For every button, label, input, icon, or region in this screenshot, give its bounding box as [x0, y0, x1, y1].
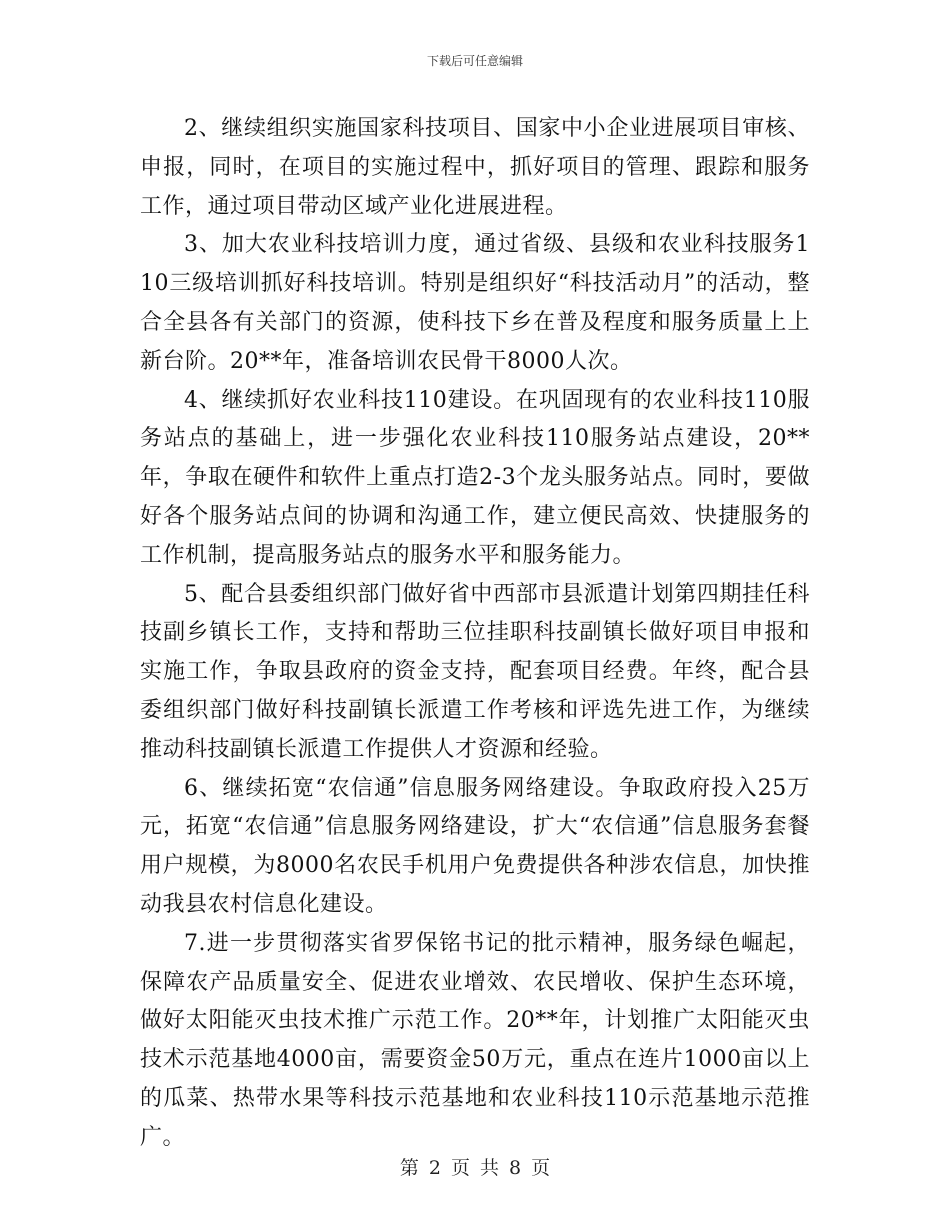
- footer-word-gong: 共: [480, 1157, 500, 1179]
- total-page-count: 8: [509, 1157, 522, 1179]
- footer-word-di: 第: [399, 1157, 419, 1179]
- footer-word-ye-end: 页: [531, 1157, 551, 1179]
- paragraph-item-3: 3、加大农业科技培训力度，通过省级、县级和农业科技服务110三级培训抓好科技培训。特别是组织好“科技活动月”的活动，整合全县各有关部门的资源，使科技下乡在普及程度和服务质量上上新台阶。20**年，准备培训农民骨干8000人次。: [140, 232, 810, 374]
- paragraph-item-2: 2、继续组织实施国家科技项目、国家中小企业进展项目审核、申报，同时，在项目的实施过程中，抓好项目的管理、跟踪和服务工作，通过项目带动区域产业化进展进程。: [140, 116, 810, 219]
- page-header-note: 下载后可任意编辑: [426, 54, 523, 68]
- paragraph-item-4: 4、继续抓好农业科技110建设。在巩固现有的农业科技110服务站点的基础上，进一步强化农业科技110服务站点建设，20**年，争取在硬件和软件上重点打造2-3个龙头服务站点。同时，要做好各个服务站点间的协调和沟通工作，建立便民高效、快捷服务的工作机制，提高服务站点的服务水平和服务能力。: [140, 387, 810, 568]
- paragraph-item-7: 7.进一步贯彻落实省罗保铭书记的批示精神，服务绿色崛起，保障农产品质量安全、促进农业增效、农民增收、保护生态环境，做好太阳能灭虫技术推广示范工作。20**年，计划推广太阳能灭虫技术示范基地4000亩，需要资金50万元，重点在连片1000亩以上的瓜菜、热带水果等科技示范基地和农业科技110示范基地示范推广。: [140, 930, 810, 1150]
- page-footer: [0, 1153, 950, 1180]
- paragraph-item-6: 6、继续拓宽“农信通”信息服务网络建设。争取政府投入25万元，拓宽“农信通”信息服务网络建设，扩大“农信通”信息服务套餐用户规模，为8000名农民手机用户免费提供各种涉农信息，加快推动我县农村信息化建设。: [140, 775, 810, 917]
- document-body: [140, 110, 810, 1158]
- paragraph-item-5: 5、配合县委组织部门做好省中西部市县派遣计划第四期挂任科技副乡镇长工作，支持和帮助三位挂职科技副镇长做好项目申报和实施工作，争取县政府的资金支持，配套项目经费。年终，配合县委组织部门做好科技副镇长派遣工作考核和评选先进工作，为继续推动科技副镇长派遣工作提供人才资源和经验。: [140, 581, 810, 762]
- footer-word-ye: 页: [450, 1157, 470, 1179]
- current-page-number: 2: [428, 1157, 441, 1179]
